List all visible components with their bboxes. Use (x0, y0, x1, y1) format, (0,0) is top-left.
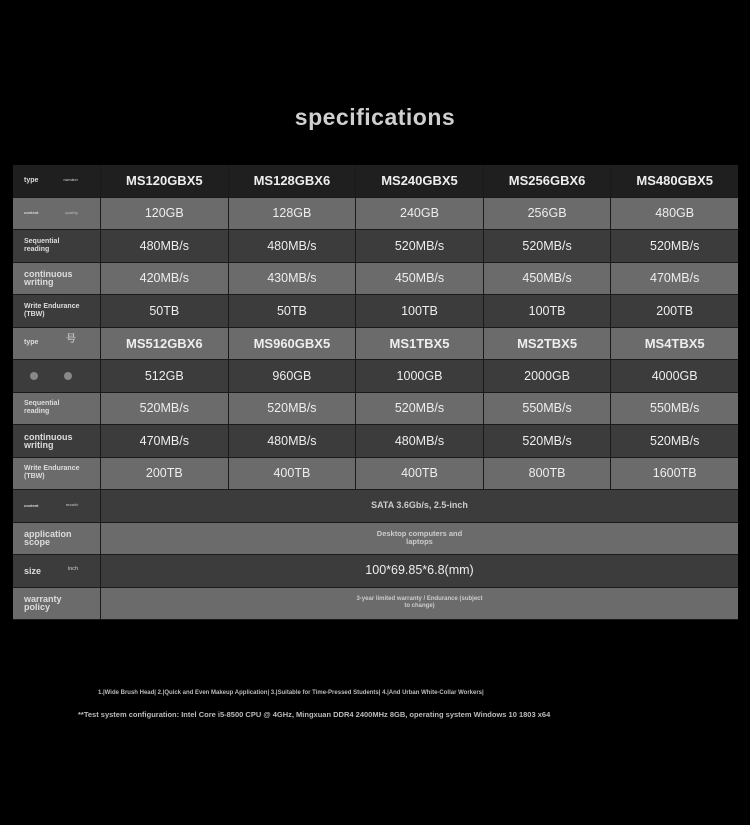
capacity-cell: 2000GB (483, 360, 611, 392)
model-cell: MS960GBX5 (228, 328, 356, 360)
tbw-cell: 50TB (100, 295, 228, 327)
row-label-tbw: Write Endurance (TBW) (24, 302, 80, 318)
row-label-type: type 号 (24, 333, 76, 347)
row-label-size: size inch (24, 565, 78, 576)
tbw-cell: 200TB (610, 295, 738, 327)
table-row-read-2 (13, 393, 738, 426)
model-cell: MS512GBX6 (100, 328, 228, 360)
table-row-warranty (13, 588, 738, 621)
table-row-tbw-1 (13, 295, 738, 328)
table-row-read-1 (13, 230, 738, 263)
row-label-capacity: content quality (24, 209, 78, 216)
model-cell: MS128GBX6 (228, 165, 356, 197)
capacity-cell: 1000GB (355, 360, 483, 392)
write-cell: 520MB/s (483, 425, 611, 457)
table-row-type-2 (13, 328, 738, 361)
row-label-read: Sequential reading (24, 400, 60, 416)
write-cell: 420MB/s (100, 263, 228, 295)
read-cell: 480MB/s (100, 230, 228, 262)
table-row-application (13, 523, 738, 556)
table-row-type-1 (13, 165, 738, 198)
warranty-cell: 3-year limited warranty / Endurance (subject to change) (100, 588, 738, 620)
read-cell: 520MB/s (483, 230, 611, 262)
read-cell: 520MB/s (610, 230, 738, 262)
interface-cell: SATA 3.6Gb/s, 2.5-inch (100, 490, 738, 522)
capacity-cell: 960GB (228, 360, 356, 392)
write-cell: 470MB/s (610, 263, 738, 295)
capacity-cell: 4000GB (610, 360, 738, 392)
table-row-tbw-2 (13, 458, 738, 491)
tbw-cell: 400TB (355, 458, 483, 490)
tbw-cell: 100TB (483, 295, 611, 327)
page-title: specifications (294, 104, 456, 130)
tbw-cell: 50TB (228, 295, 356, 327)
row-label-tbw: Write Endurance (TBW) (24, 465, 80, 481)
read-cell: 550MB/s (483, 393, 611, 425)
capacity-cell: 120GB (100, 198, 228, 230)
table-row-write-2 (13, 425, 738, 458)
model-cell: MS256GBX6 (483, 165, 611, 197)
write-cell: 480MB/s (228, 425, 356, 457)
model-cell: MS480GBX5 (610, 165, 738, 197)
read-cell: 520MB/s (355, 393, 483, 425)
footnote-features: 1.|Wide Brush Head| 2.|Quick and Even Makeup Application| 3.|Suitable for Time-Pressed Students| 4.|And Urban White-Collar Workers| (98, 690, 484, 696)
row-label-write: continuous writing (24, 431, 73, 450)
capacity-cell: 128GB (228, 198, 356, 230)
row-label-application: application scope (24, 529, 72, 548)
write-cell: 430MB/s (228, 263, 356, 295)
tbw-cell: 200TB (100, 458, 228, 490)
write-cell: 520MB/s (610, 425, 738, 457)
row-label-interface: content mouth (24, 502, 78, 508)
table-row-capacity-2 (13, 360, 738, 393)
tbw-cell: 100TB (355, 295, 483, 327)
table-row-size (13, 555, 738, 588)
read-cell: 480MB/s (228, 230, 356, 262)
tbw-cell: 400TB (228, 458, 356, 490)
size-cell: 100*69.85*6.8(mm) (100, 555, 738, 587)
write-cell: 450MB/s (483, 263, 611, 295)
row-label-read: Sequential reading (24, 237, 60, 253)
tbw-cell: 1600TB (610, 458, 738, 490)
row-label-write: continuous writing (24, 269, 73, 288)
model-cell: MS1TBX5 (355, 328, 483, 360)
spec-table (13, 165, 738, 620)
row-label-warranty: warranty policy (24, 594, 62, 613)
capacity-cell: 240GB (355, 198, 483, 230)
blurred-icon (30, 372, 38, 380)
capacity-cell: 512GB (100, 360, 228, 392)
write-cell: 480MB/s (355, 425, 483, 457)
blurred-icon (64, 372, 72, 380)
write-cell: 450MB/s (355, 263, 483, 295)
read-cell: 550MB/s (610, 393, 738, 425)
tbw-cell: 800TB (483, 458, 611, 490)
footnote-test-config: **Test system configuration: Intel Core i5-8500 CPU @ 4GHz, Mingxuan DDR4 2400MHz 8GB, operating system Windows 10 1803 x64 (78, 710, 551, 719)
capacity-cell: 480GB (610, 198, 738, 230)
model-cell: MS2TBX5 (483, 328, 611, 360)
table-row-write-1 (13, 263, 738, 296)
row-label-type: type number (24, 176, 78, 184)
model-cell: MS120GBX5 (100, 165, 228, 197)
read-cell: 520MB/s (355, 230, 483, 262)
model-cell: MS240GBX5 (355, 165, 483, 197)
row-label-capacity (13, 360, 100, 392)
read-cell: 520MB/s (228, 393, 356, 425)
capacity-cell: 256GB (483, 198, 611, 230)
table-row-capacity-1 (13, 198, 738, 231)
application-cell: Desktop computers and laptops (100, 523, 738, 555)
model-cell: MS4TBX5 (610, 328, 738, 360)
read-cell: 520MB/s (100, 393, 228, 425)
write-cell: 470MB/s (100, 425, 228, 457)
table-row-interface (13, 490, 738, 523)
